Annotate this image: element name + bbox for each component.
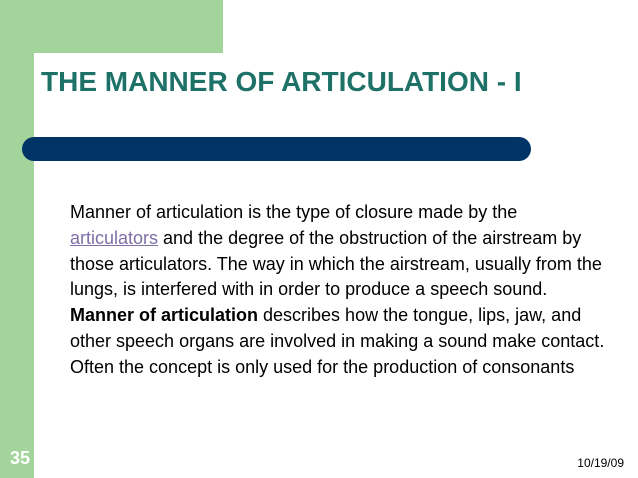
- left-accent-bar: [0, 0, 34, 478]
- body-text-part-1: Manner of articulation is the type of closure made by the: [70, 202, 518, 222]
- body-text-part-3: describes how the tongue, lips, jaw, and other speech organs are involved in making a sound make contact. Often the concept is only used for the production of consonants: [70, 305, 605, 377]
- slide-title: THE MANNER OF ARTICULATION - I: [41, 66, 522, 97]
- slide-date: 10/19/09: [577, 456, 624, 470]
- articulators-link[interactable]: articulators: [70, 227, 159, 248]
- top-accent-bar: [0, 0, 223, 53]
- divider-bar: [34, 137, 531, 161]
- slide-number: 35: [10, 448, 31, 468]
- body-text-part-2: and the degree of the obstruction of the airstream by those articulators. The way in which the airstream, usually from the lungs, is interfered with in order to produce a speech sound.: [70, 227, 602, 300]
- body-bold-term: Manner of articulation: [70, 305, 259, 326]
- body-paragraph: [70, 200, 610, 381]
